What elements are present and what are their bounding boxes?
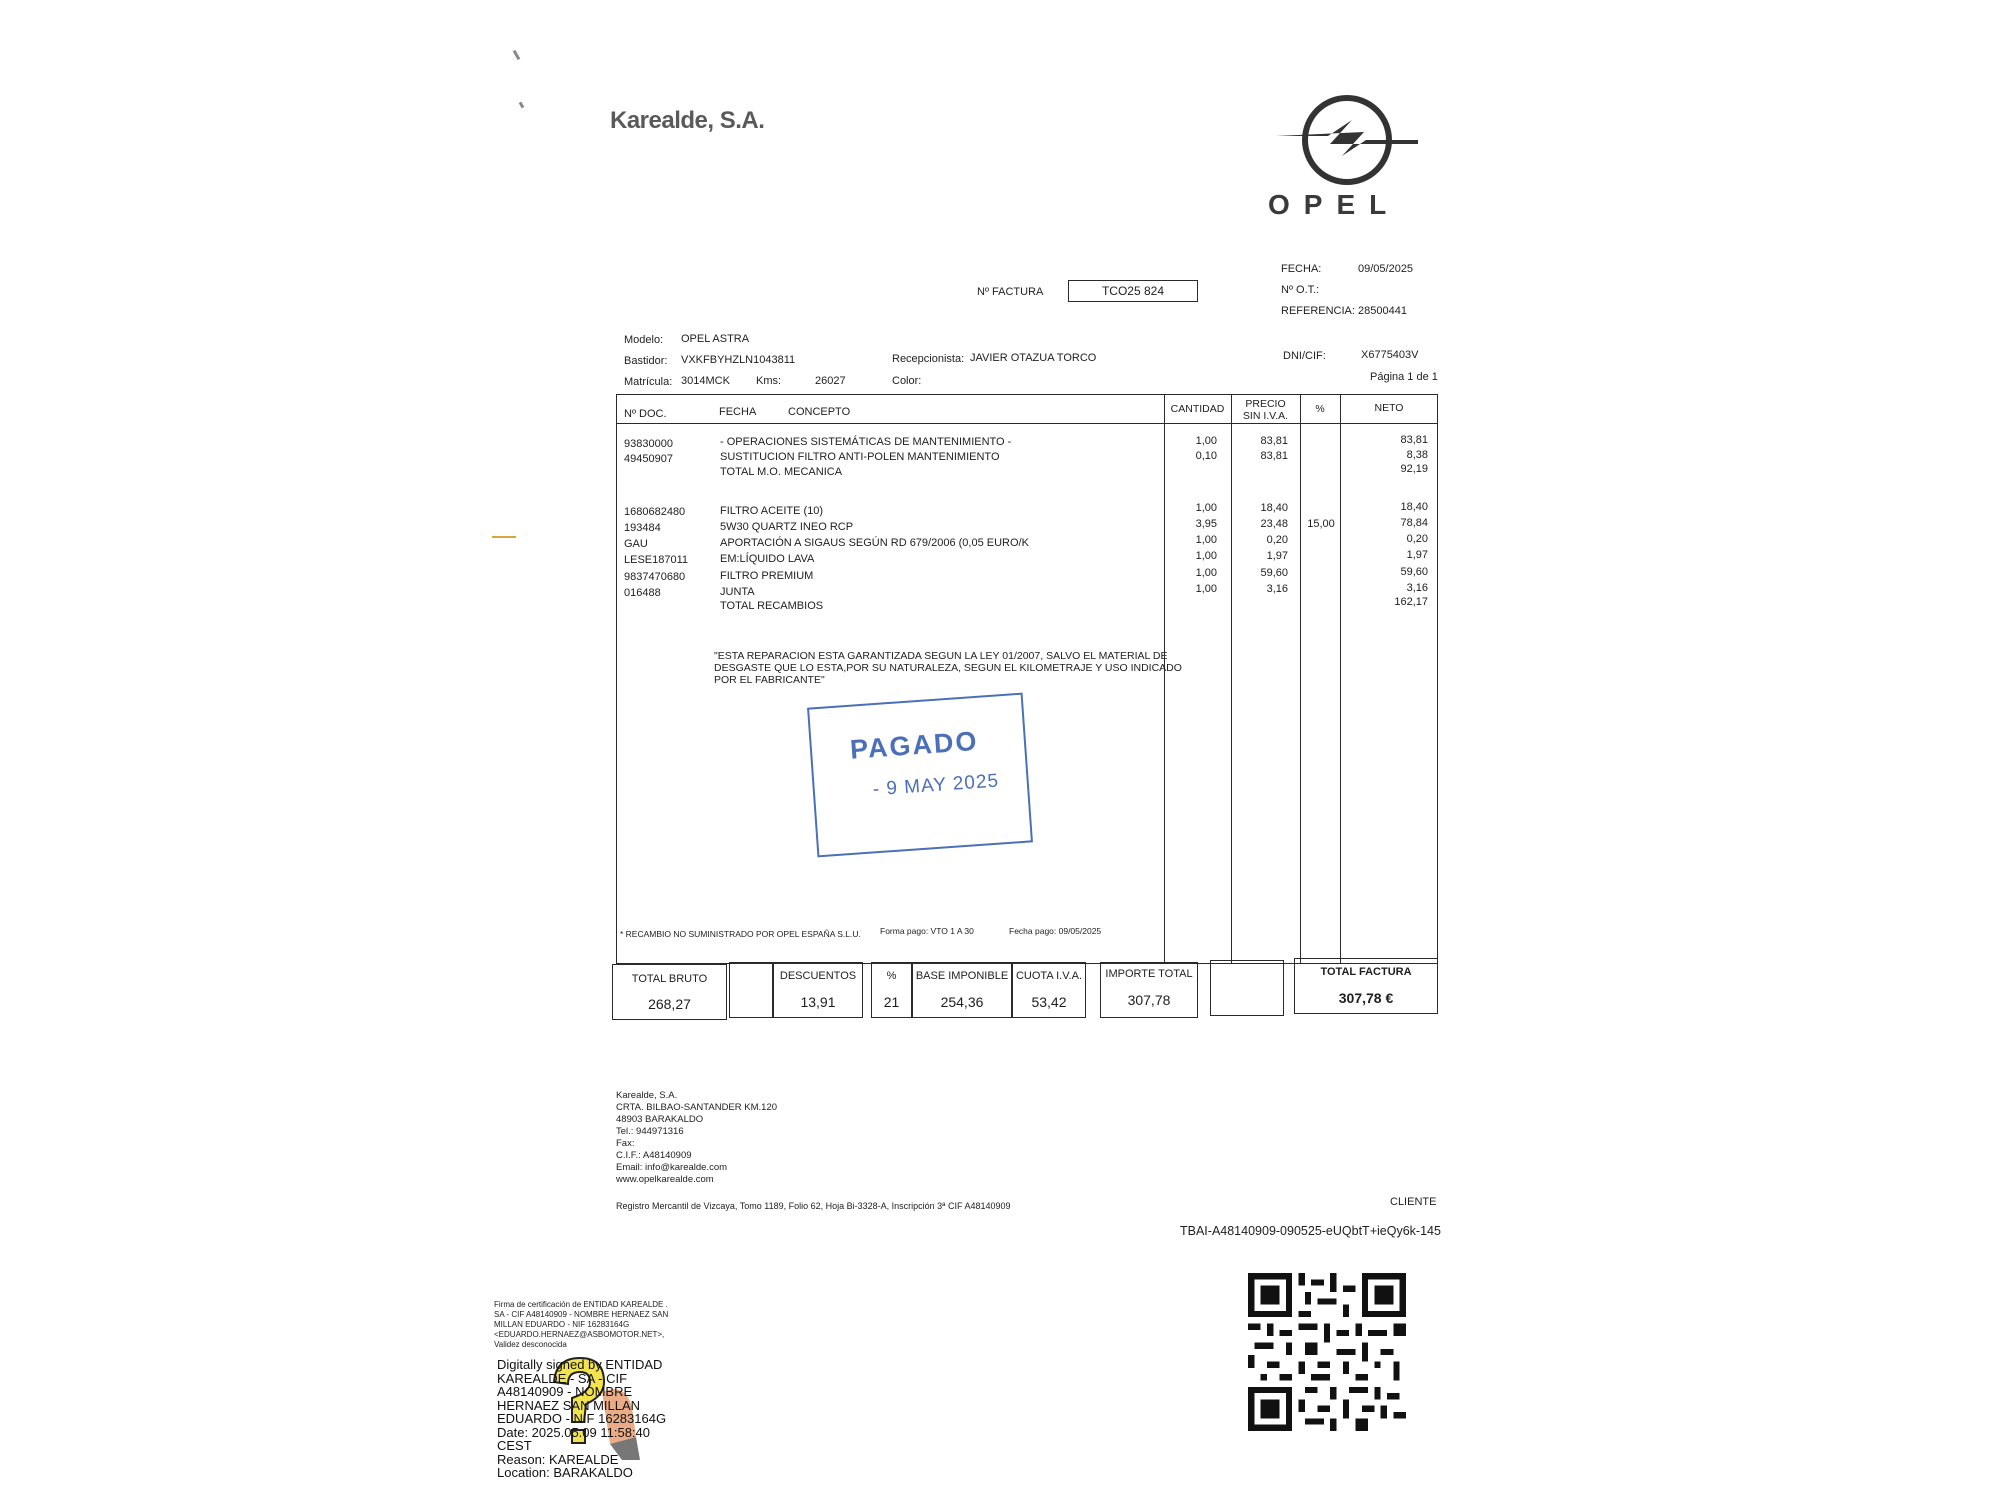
scan-mark: [513, 50, 521, 60]
signature-digital-line: KAREALDE - SA - CIF: [497, 1370, 628, 1386]
total-factura-label: TOTAL FACTURA: [1320, 966, 1412, 978]
header-concepto: CONCEPTO: [788, 406, 851, 418]
table-row-doc: 93830000: [624, 438, 673, 450]
modelo-label: Modelo:: [624, 334, 664, 346]
table-row-doc: 9837470680: [624, 571, 686, 583]
header-doc: Nº DOC.: [624, 408, 667, 420]
header-neto: NETO: [1374, 402, 1404, 414]
modelo-value: OPEL ASTRA: [681, 333, 750, 345]
table-row-precio: 23,48: [1260, 518, 1288, 530]
bastidor-label: Bastidor:: [624, 355, 668, 367]
signature-cert-line: <EDUARDO.HERNAEZ@ASBOMOTOR.NET>,: [494, 1330, 665, 1339]
invoice-number-box: [1068, 280, 1198, 302]
color-label: Color:: [892, 375, 922, 387]
scan-mark: [492, 536, 516, 538]
descuentos-label: DESCUENTOS: [779, 970, 857, 982]
total-bruto-value: 268,27: [648, 996, 691, 1012]
referencia-label: REFERENCIA:: [1281, 305, 1355, 317]
recepcionista-value: JAVIER OTAZUA TORCO: [970, 352, 1097, 364]
invoice-number-label: Nº FACTURA: [977, 286, 1044, 298]
scan-mark: [519, 102, 525, 109]
table-header-divider: [616, 423, 1438, 424]
table-row-precio: 1,97: [1266, 550, 1288, 562]
total-rec-label: TOTAL RECAMBIOS: [720, 600, 824, 612]
cuota-value: 53,42: [1031, 994, 1067, 1010]
cliente-label: CLIENTE: [1390, 1196, 1437, 1208]
footer-line: Email: info@karealde.com: [616, 1162, 728, 1173]
table-row-precio: 83,81: [1260, 435, 1288, 447]
invoice-number: TCO25 824: [1101, 284, 1165, 298]
matricula-value: 3014MCK: [681, 375, 730, 387]
signature-digital-block: [497, 1358, 666, 1480]
registro-mercantil: Registro Mercantil de Vizcaya, Tomo 1189, Folio 62, Hoja Bi-3328-A, Inscripción 3ª CIF A48140909: [616, 1201, 1011, 1211]
table-row-doc: 1680682480: [624, 506, 686, 518]
fecha-label: FECHA:: [1281, 263, 1322, 275]
paid-stamp-date: - 9 MAY 2025: [872, 770, 1000, 801]
table-row-cantidad: 3,95: [1195, 518, 1217, 530]
table-row-concepto: - OPERACIONES SISTEMÁTICAS DE MANTENIMIENTO -: [720, 436, 1012, 448]
header-precio-sub: SIN I.V.A.: [1242, 410, 1289, 422]
footer-line: Tel.: 944971316: [616, 1126, 684, 1137]
paid-stamp: [807, 693, 1033, 858]
total-bruto-label: TOTAL BRUTO: [631, 973, 708, 985]
base-label: BASE IMPONIBLE: [915, 970, 1009, 982]
kms-label: Kms:: [756, 375, 782, 387]
page-number: Página 1 de 1: [1370, 371, 1438, 383]
signature-digital-line: Digitally signed by ENTIDAD: [497, 1357, 663, 1372]
total-factura-value: 307,78 €: [1338, 990, 1394, 1006]
header-pct: %: [1315, 403, 1325, 415]
matricula-label: Matrícula:: [624, 376, 673, 388]
table-row-neto: 8,38: [1406, 449, 1428, 461]
header-precio: PRECIO: [1245, 398, 1286, 410]
ot-label: Nº O.T.:: [1281, 284, 1320, 296]
table-row-cantidad: 1,00: [1195, 435, 1217, 447]
table-row-concepto: FILTRO ACEITE (10): [720, 505, 824, 517]
total-mo-value: 92,19: [1400, 463, 1428, 475]
descuentos-value: 13,91: [800, 994, 836, 1010]
signature-digital-line: Location: BARAKALDO: [497, 1465, 633, 1480]
table-row-concepto: APORTACIÓN A SIGAUS SEGÚN RD 679/2006 (0,05 EURO/K: [720, 537, 1029, 549]
table-row-doc: 49450907: [624, 453, 673, 465]
forma-pago: Forma pago: VTO 1 A 30: [880, 926, 974, 936]
footer-line: www.opelkarealde.com: [616, 1174, 714, 1185]
table-row-concepto: JUNTA: [720, 586, 755, 598]
table-row-cantidad: 1,00: [1195, 567, 1217, 579]
table-row-cantidad: 0,10: [1195, 450, 1217, 462]
table-row-pct: 15,00: [1307, 518, 1335, 530]
table-row-neto: 3,16: [1406, 582, 1428, 594]
col-divider: [1231, 394, 1232, 964]
table-row-concepto: EM:LÍQUIDO LAVA: [720, 553, 815, 565]
blank-box: [729, 962, 773, 1018]
footer-line: Karealde, S.A.: [616, 1090, 678, 1101]
footer-line: 48903 BARAKALDO: [616, 1114, 704, 1125]
signature-digital-line: HERNAEZ SAN MILLAN: [497, 1397, 641, 1413]
signature-digital-line: A48140909 - NOMBRE: [497, 1384, 633, 1399]
importe-label: IMPORTE TOTAL: [1105, 968, 1193, 980]
col-divider: [1164, 394, 1165, 964]
table-row-precio: 3,16: [1266, 583, 1288, 595]
importe-value: 307,78: [1127, 992, 1171, 1008]
signature-digital-line: Date: 2025.05.09 11:58:40: [497, 1424, 650, 1440]
iva-pct-label: %: [886, 970, 897, 982]
table-row-cantidad: 1,00: [1195, 550, 1217, 562]
footer-line: CRTA. BILBAO-SANTANDER KM.120: [616, 1102, 778, 1113]
fecha-pago: Fecha pago: 09/05/2025: [1009, 926, 1102, 936]
table-row-concepto: 5W30 QUARTZ INEO RCP: [720, 521, 854, 533]
signature-cert-line: SA - CIF A48140909 - NOMBRE HERNAEZ SAN: [494, 1310, 669, 1319]
table-row-doc: 193484: [624, 522, 661, 534]
blank-box: [1210, 960, 1284, 1016]
iva-pct-value: 21: [883, 994, 900, 1010]
recepcionista-label: Recepcionista:: [892, 353, 965, 365]
fecha-value: 09/05/2025: [1358, 263, 1414, 275]
table-row-doc: 016488: [624, 587, 661, 599]
table-row-doc: LESE187011: [624, 554, 689, 566]
table-row-neto: 83,81: [1400, 434, 1428, 446]
bastidor-value: VXKFBYHZLN1043811: [681, 354, 796, 366]
table-row-cantidad: 1,00: [1195, 534, 1217, 546]
table-row-precio: 18,40: [1260, 502, 1288, 514]
signature-digital-line: Reason: KAREALDE: [497, 1451, 619, 1467]
referencia-value: 28500441: [1358, 305, 1407, 317]
table-row-precio: 83,81: [1260, 450, 1288, 462]
header-cantidad: CANTIDAD: [1170, 403, 1225, 415]
kms-value: 26027: [815, 375, 846, 387]
table-row-neto: 0,20: [1406, 533, 1428, 545]
footer-line: Fax:: [616, 1138, 635, 1149]
table-row-concepto: SUSTITUCION FILTRO ANTI-POLEN MANTENIMIENTO: [720, 451, 1000, 463]
recambio-note: * RECAMBIO NO SUMINISTRADO POR OPEL ESPAÑA S.L.U.: [620, 929, 861, 939]
table-row-concepto: FILTRO PREMIUM: [720, 570, 814, 582]
footer-line: C.I.F.: A48140909: [616, 1150, 692, 1161]
table-row-cantidad: 1,00: [1195, 502, 1217, 514]
warranty-line: POR EL FABRICANTE": [714, 674, 825, 686]
signature-cert-line: Validez desconocida: [494, 1340, 567, 1349]
warranty-line: DESGASTE QUE LO ESTA,POR SU NATURALEZA, SEGUN EL KILOMETRAJE Y USO INDICADO: [714, 662, 1182, 674]
col-divider: [1300, 394, 1301, 964]
tbai-code: TBAI-A48140909-090525-eUQbtT+ieQy6k-145: [1180, 1224, 1441, 1238]
total-rec-value: 162,17: [1394, 596, 1428, 608]
signature-cert-line: MILLAN EDUARDO - NIF 16283164G: [494, 1320, 630, 1329]
cuota-label: CUOTA I.V.A.: [1015, 970, 1083, 982]
total-mo-label: TOTAL M.O. MECANICA: [720, 466, 843, 478]
signature-cert-line: Firma de certificación de ENTIDAD KAREALDE .: [494, 1300, 668, 1309]
table-row-cantidad: 1,00: [1195, 583, 1217, 595]
table-row-doc: GAU: [624, 538, 648, 550]
table-row-neto: 78,84: [1400, 517, 1428, 529]
company-name: Karealde, S.A.: [610, 107, 765, 134]
table-row-precio: 59,60: [1260, 567, 1288, 579]
col-divider: [1340, 394, 1341, 964]
qr-code-icon: [1248, 1273, 1406, 1431]
signature-digital-line: CEST: [497, 1438, 532, 1453]
warranty-line: "ESTA REPARACION ESTA GARANTIZADA SEGUN LA LEY 01/2007, SALVO EL MATERIAL DE: [714, 650, 1168, 662]
dni-value: X6775403V: [1361, 349, 1419, 361]
dni-label: DNI/CIF:: [1283, 350, 1326, 362]
table-row-precio: 0,20: [1266, 534, 1288, 546]
header-fecha: FECHA: [719, 406, 757, 418]
table-row-neto: 59,60: [1400, 566, 1428, 578]
paid-stamp-text: PAGADO: [849, 725, 980, 765]
signature-cert-block: [494, 1300, 668, 1350]
signature-digital-line: EDUARDO - NIF 16283164G: [497, 1411, 667, 1426]
base-value: 254,36: [940, 994, 984, 1010]
table-row-neto: 1,97: [1406, 549, 1428, 561]
opel-wordmark: OPEL: [1268, 189, 1401, 220]
table-row-neto: 18,40: [1400, 501, 1428, 513]
